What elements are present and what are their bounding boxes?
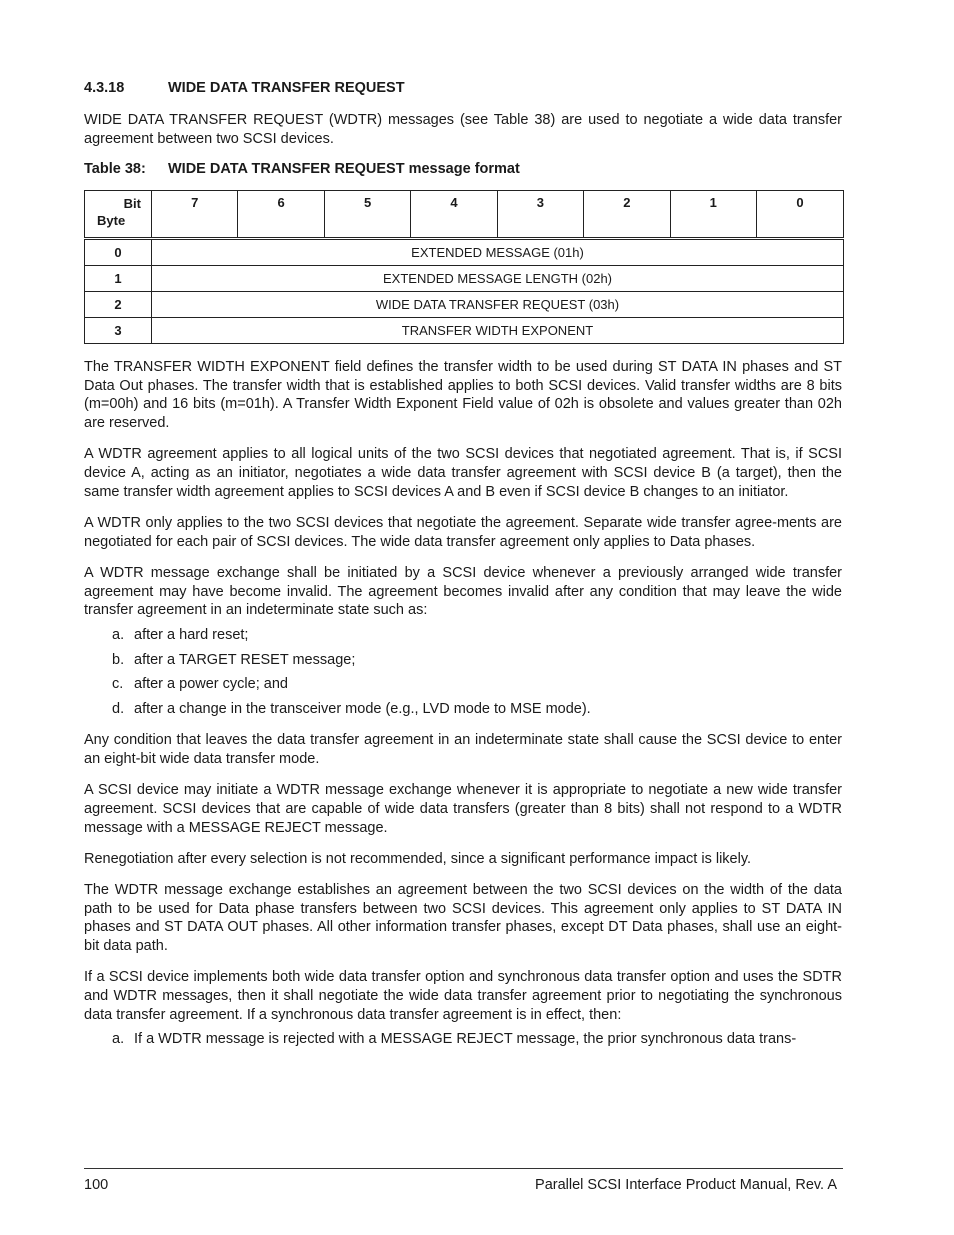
section-heading <box>84 80 405 96</box>
bit-header: 2 <box>584 191 670 239</box>
table-number: Table 38: <box>84 161 146 177</box>
bit-header: 0 <box>756 191 843 239</box>
byte-value: TRANSFER WIDTH EXPONENT <box>152 318 844 344</box>
paragraph: If a SCSI device implements both wide data transfer option and synchronous data transfer option and uses the SDTR and WDTR messages, then it shall negotiate the wide data transfer agreement prior to negotiating the synchronous data transfer agreement. If a synchronous data transfer agreement is in effect, then: <box>84 969 842 1023</box>
list-marker: a. <box>112 626 125 643</box>
intro-paragraph: WIDE DATA TRANSFER REQUEST (WDTR) messages (see Table 38) are used to negotiate a wide data transfer agreement between two SCSI devices. <box>84 112 842 147</box>
list-item <box>112 651 842 670</box>
bit-header: 5 <box>324 191 410 239</box>
footer-divider <box>84 1168 843 1169</box>
bit-header: 7 <box>152 191 238 239</box>
list-text: after a TARGET RESET message; <box>134 651 356 668</box>
table-row <box>85 292 844 318</box>
list-item <box>112 700 842 719</box>
bit-header: 1 <box>670 191 756 239</box>
corner-byte-label: Byte <box>97 213 126 228</box>
table-caption <box>84 161 520 177</box>
paragraph: A WDTR only applies to the two SCSI devices that negotiate the agreement. Separate wide transfer agree-ments are negotiated for each pair of SCSI devices. The wide data transfer agreement only applies to Data phases. <box>84 514 842 550</box>
byte-value: WIDE DATA TRANSFER REQUEST (03h) <box>152 292 844 318</box>
section-title: WIDE DATA TRANSFER REQUEST <box>168 80 405 96</box>
list-marker: c. <box>112 676 124 693</box>
table-row <box>85 266 844 292</box>
byte-value: EXTENDED MESSAGE (01h) <box>152 239 844 266</box>
byte-number: 0 <box>85 239 152 266</box>
paragraph: Any condition that leaves the data transfer agreement in an indeterminate state shall cause the SCSI device to enter an eight-bit wide data transfer mode. <box>84 732 842 767</box>
table-title: WIDE DATA TRANSFER REQUEST message format <box>168 161 520 177</box>
paragraph: The WDTR message exchange establishes an agreement between the two SCSI devices on the width of the data path to be used for Data phase transfers between two SCSI devices. This agreement only applies to ST DATA IN phases and ST DATA OUT phases. All other information transfer phases, except DT Data phases, shall use an eight-bit data path. <box>84 881 842 955</box>
list-item <box>112 1030 842 1049</box>
corner-bit-label: Bit <box>123 196 141 211</box>
paragraph: A WDTR message exchange shall be initiated by a SCSI device whenever a previously arranged wide transfer agreement may have become invalid. The agreement becomes invalid after any condition that may leave the wide transfer agreement in an indeterminate state such as: <box>84 564 842 619</box>
bit-header: 6 <box>238 191 324 239</box>
document-title: Parallel SCSI Interface Product Manual, Rev. A <box>535 1177 837 1193</box>
byte-value: EXTENDED MESSAGE LENGTH (02h) <box>152 266 844 292</box>
list-marker: d. <box>112 701 125 718</box>
table-header-row <box>85 191 844 239</box>
list-text: after a power cycle; and <box>134 676 288 693</box>
page-number: 100 <box>84 1177 109 1193</box>
table-corner-cell <box>85 191 152 239</box>
paragraph: A WDTR agreement applies to all logical units of the two SCSI devices that negotiated agreement. That is, if SCSI device A, acting as an initiator, negotiates a wide data transfer agreement with SCSI device B (a target), then the same transfer width agreement applies to SCSI devices A and B even if SCSI device B changes to an initiator. <box>84 446 842 500</box>
list-text: after a change in the transceiver mode (e.g., LVD mode to MSE mode). <box>134 701 591 718</box>
list-item <box>112 675 842 694</box>
paragraph: The TRANSFER WIDTH EXPONENT field defines the transfer width to be used during ST DATA IN phases and ST Data Out phases. The transfer width that is established applies to both SCSI devices. Valid transfer widths are 8 bits (m=00h) and 16 bits (m=01h). A Transfer Width Exponent Field value of 02h is obsolete and values greater than 02h are reserved. <box>84 359 842 432</box>
list-marker: b. <box>112 651 125 668</box>
byte-number: 2 <box>85 292 152 318</box>
byte-number: 1 <box>85 266 152 292</box>
body-text <box>84 358 842 1049</box>
bit-header: 3 <box>497 191 583 239</box>
table-row <box>85 318 844 344</box>
bit-header: 4 <box>411 191 497 239</box>
paragraph: A SCSI device may initiate a WDTR message exchange whenever it is appropriate to negotiate a new wide transfer agreement. SCSI devices that are capable of wide data transfers (greater than 8 bits) shall not respond to a WDTR message with a MESSAGE REJECT message. <box>84 782 842 836</box>
list-text: If a WDTR message is rejected with a MESSAGE REJECT message, the prior synchronous data trans- <box>134 1031 797 1048</box>
paragraph: Renegotiation after every selection is not recommended, since a significant performance impact is likely. <box>84 850 752 867</box>
message-format-table <box>84 190 844 344</box>
list-item <box>112 626 842 645</box>
section-number: 4.3.18 <box>84 80 125 96</box>
list-marker: a. <box>112 1031 125 1048</box>
byte-number: 3 <box>85 318 152 344</box>
list-text: after a hard reset; <box>134 626 249 643</box>
table-row <box>85 239 844 266</box>
